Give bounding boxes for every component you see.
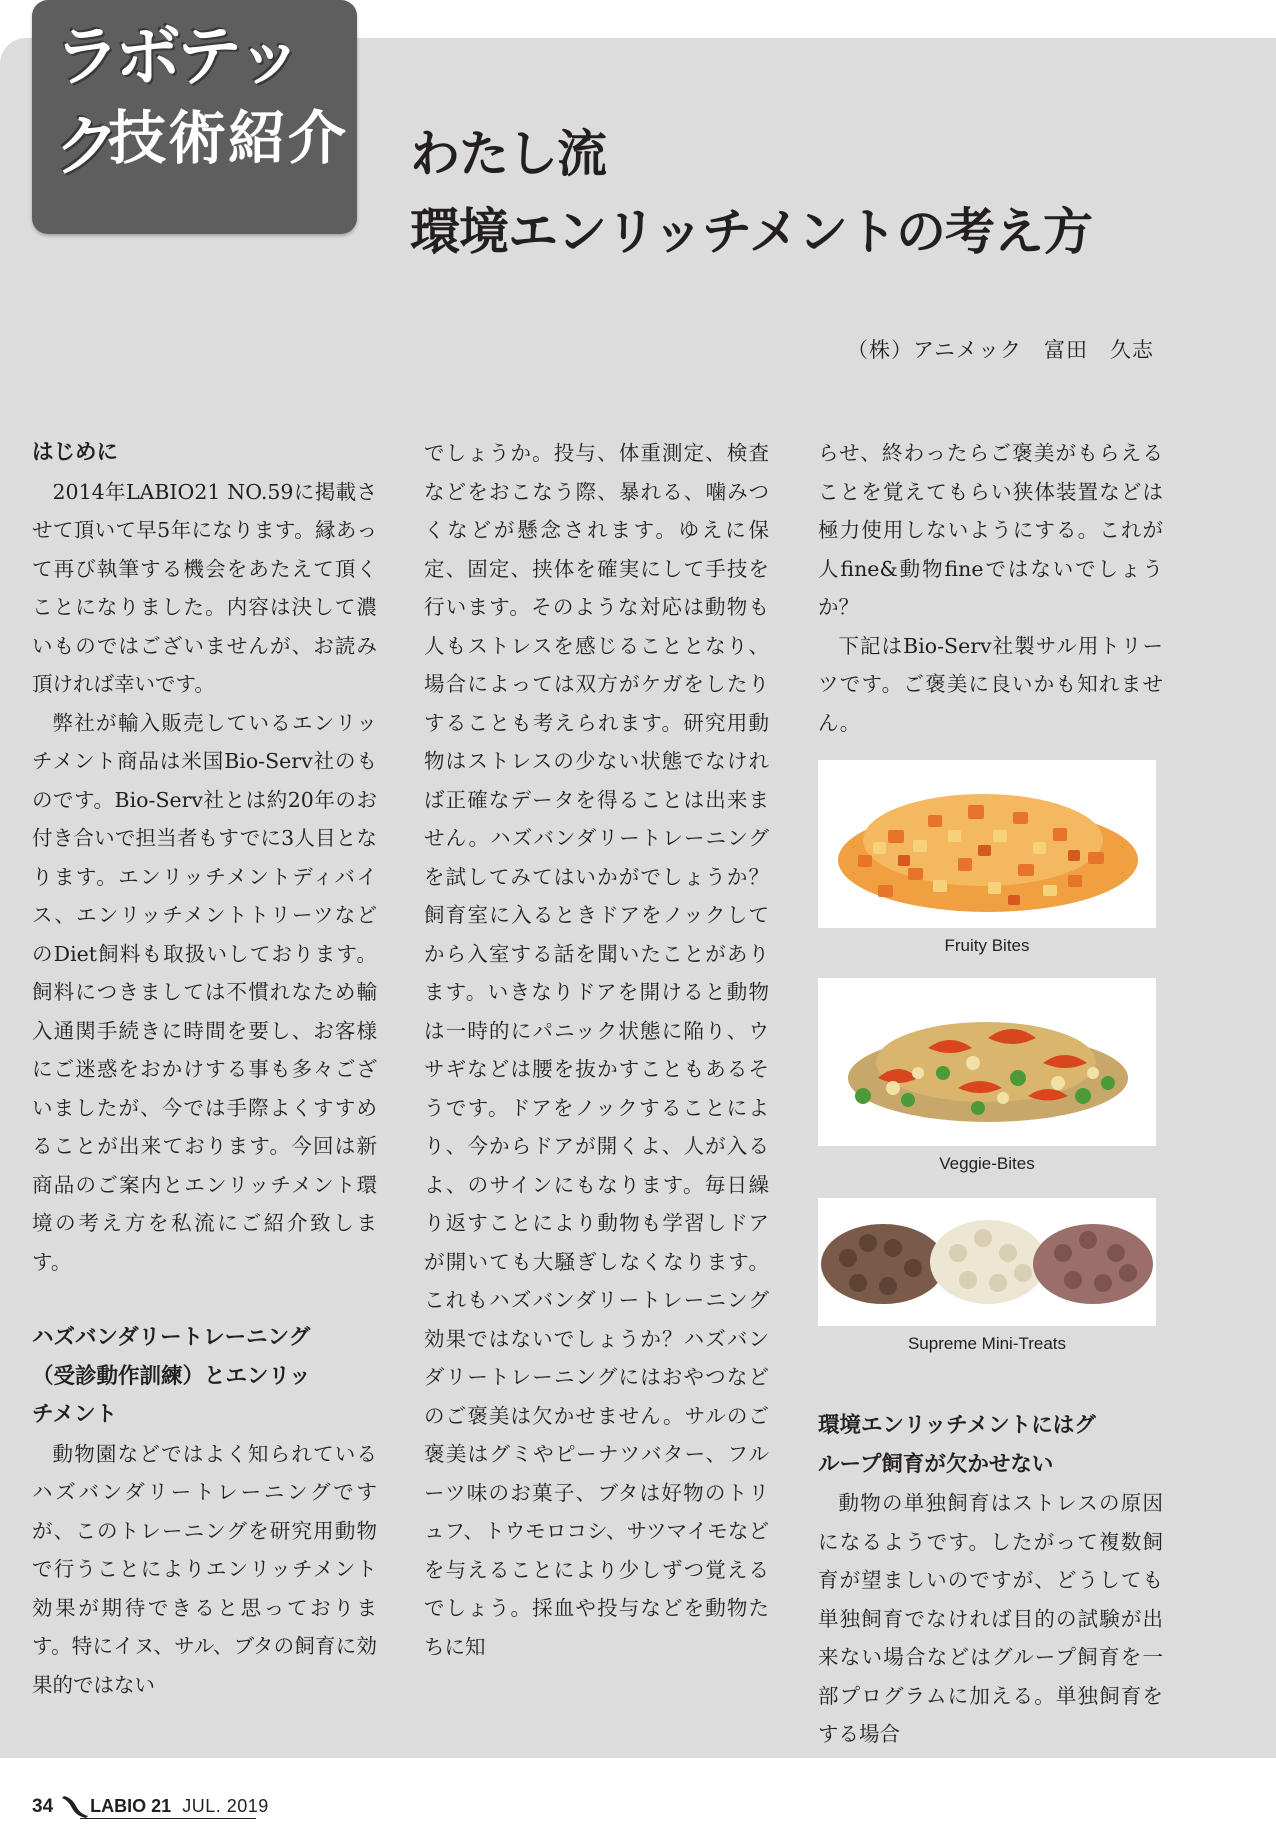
figure-caption: Veggie-Bites (939, 1154, 1035, 1173)
column-2 (424, 434, 769, 1666)
footer-rule (80, 1818, 256, 1819)
issue-date: JUL. 2019 (182, 1796, 269, 1816)
paragraph: 動物の単独飼育はストレスの原因になるようです。したがって複数飼育が望ましいのですが、どうしても単独飼育でなければ目的の試験が出来ない場合などはグループ飼育を一部プログラムに加える。単独飼育をする場合 (818, 1491, 1163, 1746)
column-3 (818, 434, 1163, 742)
article-title (410, 115, 1092, 271)
magazine-name: LABIO 21 (90, 1796, 172, 1816)
mini-treats-photo (818, 1198, 1156, 1326)
column-3-lower (818, 1407, 1163, 1754)
section-badge (32, 0, 357, 234)
author-line: （株）アニメック 富田 久志 (847, 338, 1154, 362)
badge-line2: 技術紹介 (108, 104, 349, 172)
figure-caption: Fruity Bites (944, 936, 1030, 955)
paragraph: 弊社が輸入販売しているエンリッチメント商品は米国Bio-Serv社のものです。Bio-Serv社とは約20年のお付き合いで担当者もすでに3人目となります。エンリッチメントディバイス、エンリッチメントトリーツなどのDiet飼料も取扱いしております。飼料につきましては不慣れなため輸入通関手続きに時間を要し、お客様にご迷惑をおかけする事も多々ございましたが、今では手際よくすすめることが出来ております。今回は新商品のご案内とエンリッチメント環境の考え方を私流にご紹介致します。 (32, 710, 377, 1274)
title-line1: わたし流 (410, 125, 606, 183)
paragraph: らせ、終わったらご褒美がもらえることを覚えてもらい狭体装置などは極力使用しないようにする。これが人fine&動物fineではないでしょうか？ (818, 441, 1163, 619)
heading-group-housing: 環境エンリッチメントにはグループ飼育が欠かせない (818, 1413, 1096, 1477)
paragraph: 下記はBio-Serv社製サル用トリーツです。ご褒美に良いかも知れません。 (818, 633, 1163, 735)
badge-line1: ラボテック (54, 18, 298, 185)
heading-introduction: はじめに (32, 440, 119, 465)
column-1 (32, 434, 377, 1704)
paragraph: 2014年LABIO21 NO.59に掲載させて頂いて早5年になります。縁あって再び執筆する機会をあたえて頂くことになりました。内容は決して濃いものではございませんが、お読み頂ければ幸いです。 (32, 479, 377, 696)
fruity-bites-photo (818, 760, 1156, 928)
footer-swoosh-icon (62, 1794, 88, 1818)
paragraph: でしょうか。投与、体重測定、検査などをおこなう際、暴れる、噛みつくなどが懸念されます。ゆえに保定、固定、挟体を確実にして手技を行います。そのような対応は動物も人もストレスを感じることとなり、場合によっては双方がケガをしたりすることも考えられます。研究用動物はストレスの少ない状態でなければ正確なデータを得ることは出来ません。ハズバンダリートレーニングを試してみてはいかがでしょうか？飼育室に入るときドアをノックしてから入室する話を聞いたことがあります。いきなりドアを開けると動物は一時的にパニック状態に陥り、ウサギなどは腰を抜かすこともあるそうです。ドアをノックすることにより、今からドアが開くよ、人が入るよ、のサインにもなります。毎日繰り返すことにより動物も学習しドアが開いても大騒ぎしなくなります。これもハズバンダリートレーニング効果ではないでしょうか？ハズバンダリートレーニングにはおやつなどのご褒美は欠かせません。サルのご褒美はグミやピーナツバター、フルーツ味のお菓子、ブタは好物のトリュフ、トウモロコシ、サツマイモなどを与えることにより少しずつ覚えるでしょう。採血や投与などを動物たちに知 (424, 441, 769, 1659)
heading-husbandry-training: ハズバンダリートレーニング（受診動作訓練）とエンリッチメント (32, 1325, 311, 1427)
page-number: 34 (32, 1796, 54, 1817)
figure-caption: Supreme Mini-Treats (907, 1334, 1067, 1353)
veggie-bites-photo (818, 978, 1156, 1146)
title-line2: 環境エンリッチメントの考え方 (410, 203, 1092, 261)
paragraph: 動物園などではよく知られているハズバンダリートレーニングですが、このトレーニングを研究用動物で行うことによりエンリッチメント効果が期待できると思っております。特にイヌ、サル、ブタの飼育に効果的ではない (32, 1441, 377, 1697)
